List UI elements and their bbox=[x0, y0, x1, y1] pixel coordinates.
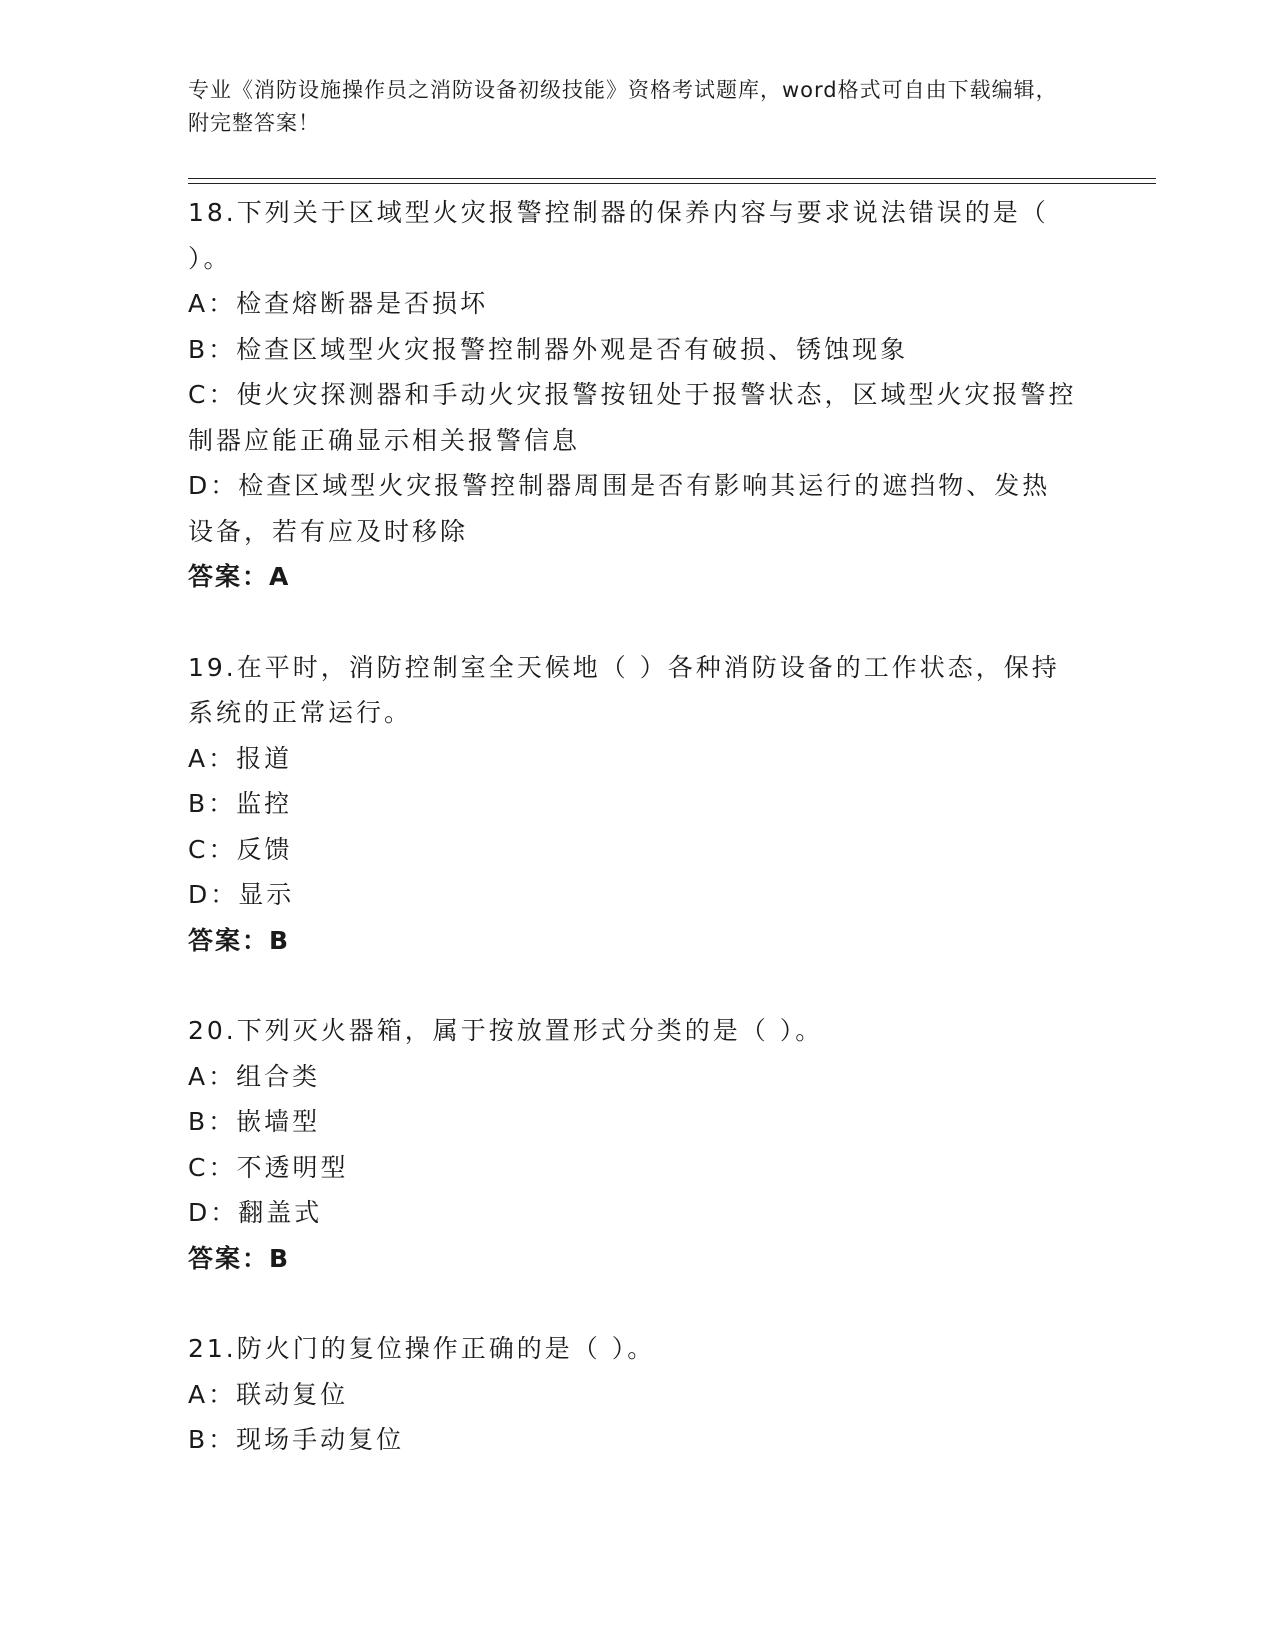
option-c: C：反馈 bbox=[188, 834, 293, 864]
question-20 bbox=[188, 1008, 1078, 1281]
header-text: 专业《消防设施操作员之消防设备初级技能》资格考试题库，word格式可自由下载编辑，附完整答案！ bbox=[188, 78, 1058, 135]
question-18 bbox=[188, 190, 1078, 600]
option-d: D：翻盖式 bbox=[188, 1198, 323, 1227]
answer: 答案：A bbox=[188, 562, 291, 591]
answer: 答案：B bbox=[188, 1243, 291, 1273]
option-b: B：现场手动复位 bbox=[188, 1425, 405, 1454]
answer: 答案：B bbox=[188, 925, 291, 955]
option-c: C：不透明型 bbox=[188, 1152, 349, 1182]
header-divider-top bbox=[188, 178, 1156, 179]
option-b: B：检查区域型火灾报警控制器外观是否有破损、锈蚀现象 bbox=[188, 334, 909, 364]
option-a: A：联动复位 bbox=[188, 1379, 349, 1409]
option-a: A：检查熔断器是否损坏 bbox=[188, 289, 489, 318]
question-stem: 19.在平时，消防控制室全天候地（ ）各种消防设备的工作状态，保持系统的正常运行。 bbox=[188, 652, 1060, 727]
question-21 bbox=[188, 1326, 1078, 1463]
option-b: B：嵌墙型 bbox=[188, 1107, 321, 1136]
option-a: A：报道 bbox=[188, 743, 293, 773]
option-b: B：监控 bbox=[188, 789, 293, 818]
question-list bbox=[188, 190, 1078, 1508]
option-a: A：组合类 bbox=[188, 1061, 321, 1091]
question-stem: 21.防火门的复位操作正确的是（ ）。 bbox=[188, 1334, 656, 1363]
header-divider-bottom bbox=[188, 183, 1156, 184]
option-d: D：显示 bbox=[188, 880, 295, 909]
option-c: C：使火灾探测器和手动火灾报警按钮处于报警状态，区域型火灾报警控制器应能正确显示相关报警信息 bbox=[188, 380, 1077, 455]
question-19 bbox=[188, 645, 1078, 964]
option-d: D：检查区域型火灾报警控制器周围是否有影响其运行的遮挡物、发热设备，若有应及时移除 bbox=[188, 471, 1051, 546]
document-header bbox=[188, 74, 1068, 140]
question-stem: 18.下列关于区域型火灾报警控制器的保养内容与要求说法错误的是（ ）。 bbox=[188, 198, 1049, 273]
question-stem: 20.下列灭火器箱，属于按放置形式分类的是（ ）。 bbox=[188, 1016, 824, 1045]
